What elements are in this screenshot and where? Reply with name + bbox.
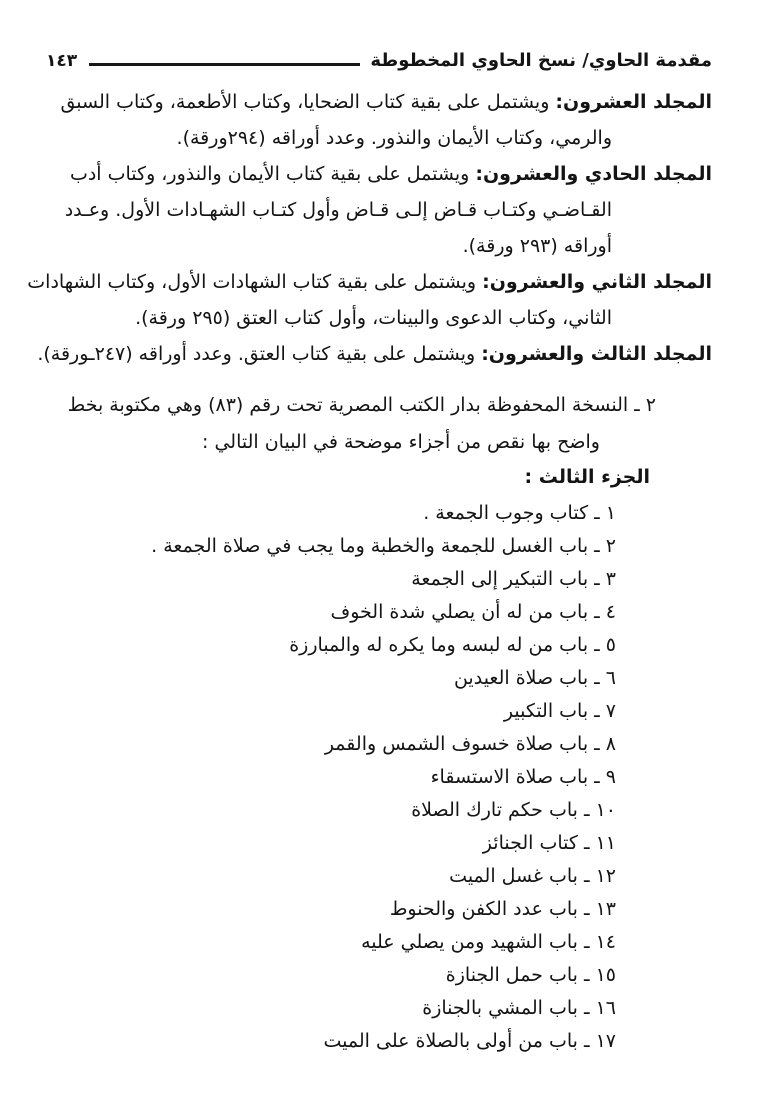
running-title: مقدمة الحاوي/ نسخ الحاوي المخطوطة xyxy=(370,50,712,71)
volumes-section xyxy=(27,84,712,372)
volume-20-line-2: والرمي، وكتاب الأيمان والنذور. وعدد أوراقه (٢٩٤ورقة). xyxy=(176,127,612,149)
volume-22-text: ويشتمل على بقية كتاب الشهادات الأول، وكتاب الشهادات xyxy=(27,271,483,293)
page-number: ١٤٣ xyxy=(46,50,78,71)
copy-note-line-1: ٢ ـ النسخة المحفوظة بدار الكتب المصرية تحت رقم (٨٣) وهي مكتوبة بخط xyxy=(67,394,656,416)
volume-21-line-3: أوراقه (٢٩٣ ورقة). xyxy=(462,235,612,257)
volume-20-line-1 xyxy=(46,84,712,120)
toc-item: ٧ ـ باب التكبير xyxy=(503,700,616,722)
copy-note-line-2: واضح بها نقص من أجزاء موضحة في البيان التالي : xyxy=(202,431,600,453)
toc-item: ١٤ ـ باب الشهيد ومن يصلي عليه xyxy=(361,931,616,953)
toc-item: ٨ ـ باب صلاة خسوف الشمس والقمر xyxy=(324,733,616,755)
toc-item: ٣ ـ باب التبكير إلى الجمعة xyxy=(411,568,616,590)
toc-item: ٦ ـ باب صلاة العيدين xyxy=(453,667,616,689)
toc-item: ١٢ ـ باب غسل الميت xyxy=(449,865,616,887)
toc-item: ١٣ ـ باب عدد الكفن والحنوط xyxy=(389,898,616,920)
volume-23-text: ويشتمل على بقية كتاب العتق. وعدد أوراقه (٢٤٧ـورقة). xyxy=(37,343,482,365)
volume-23-line-1 xyxy=(37,336,712,372)
toc-item: ١٥ ـ باب حمل الجنازة xyxy=(445,964,616,986)
toc-item: ١٦ ـ باب المشي بالجنازة xyxy=(422,997,616,1019)
volume-22-line-1 xyxy=(27,264,712,300)
toc-item: ١١ ـ كتاب الجنائز xyxy=(482,832,616,854)
toc-item: ٥ ـ باب من له لبسه وما يكره له والمبارزة xyxy=(289,634,616,656)
volume-20-label: المجلد العشرون: xyxy=(555,91,712,113)
toc-list xyxy=(46,497,616,1058)
copy-note-section xyxy=(46,387,712,461)
header-rule xyxy=(89,63,360,66)
volume-21-line-2: القـاضـي وكتـاب قـاض إلـى قـاض وأول كتـاب الشهـادات الأول. وعـدد xyxy=(64,199,612,221)
volume-21-text: ويشتمل على بقية كتاب الأيمان والنذور، وكتاب أدب xyxy=(69,163,476,185)
volume-23-label: المجلد الثالث والعشرون: xyxy=(481,343,712,365)
volume-20-text: ويشتمل على بقية كتاب الضحايا، وكتاب الأطعمة، وكتاب السبق xyxy=(60,91,556,113)
toc-item: ٩ ـ باب صلاة الاستسقاء xyxy=(430,766,616,788)
toc-item: ٤ ـ باب من له أن يصلي شدة الخوف xyxy=(330,601,616,623)
volume-22-label: المجلد الثاني والعشرون: xyxy=(482,271,712,293)
volume-22-line-2: الثاني، وكتاب الدعوى والبينات، وأول كتاب العتق (٢٩٥ ورقة). xyxy=(135,307,612,329)
toc-item: ٢ ـ باب الغسل للجمعة والخطبة وما يجب في صلاة الجمعة . xyxy=(151,535,616,557)
volume-21-label: المجلد الحادي والعشرون: xyxy=(475,163,712,185)
toc-item: ١٧ ـ باب من أولى بالصلاة على الميت xyxy=(323,1030,616,1052)
part-heading: الجزء الثالث : xyxy=(524,466,650,488)
toc-item: ١ ـ كتاب وجوب الجمعة . xyxy=(423,502,616,524)
volume-21-line-1 xyxy=(46,156,712,192)
toc-item: ١٠ ـ باب حكم تارك الصلاة xyxy=(411,799,616,821)
page-header xyxy=(46,50,712,71)
